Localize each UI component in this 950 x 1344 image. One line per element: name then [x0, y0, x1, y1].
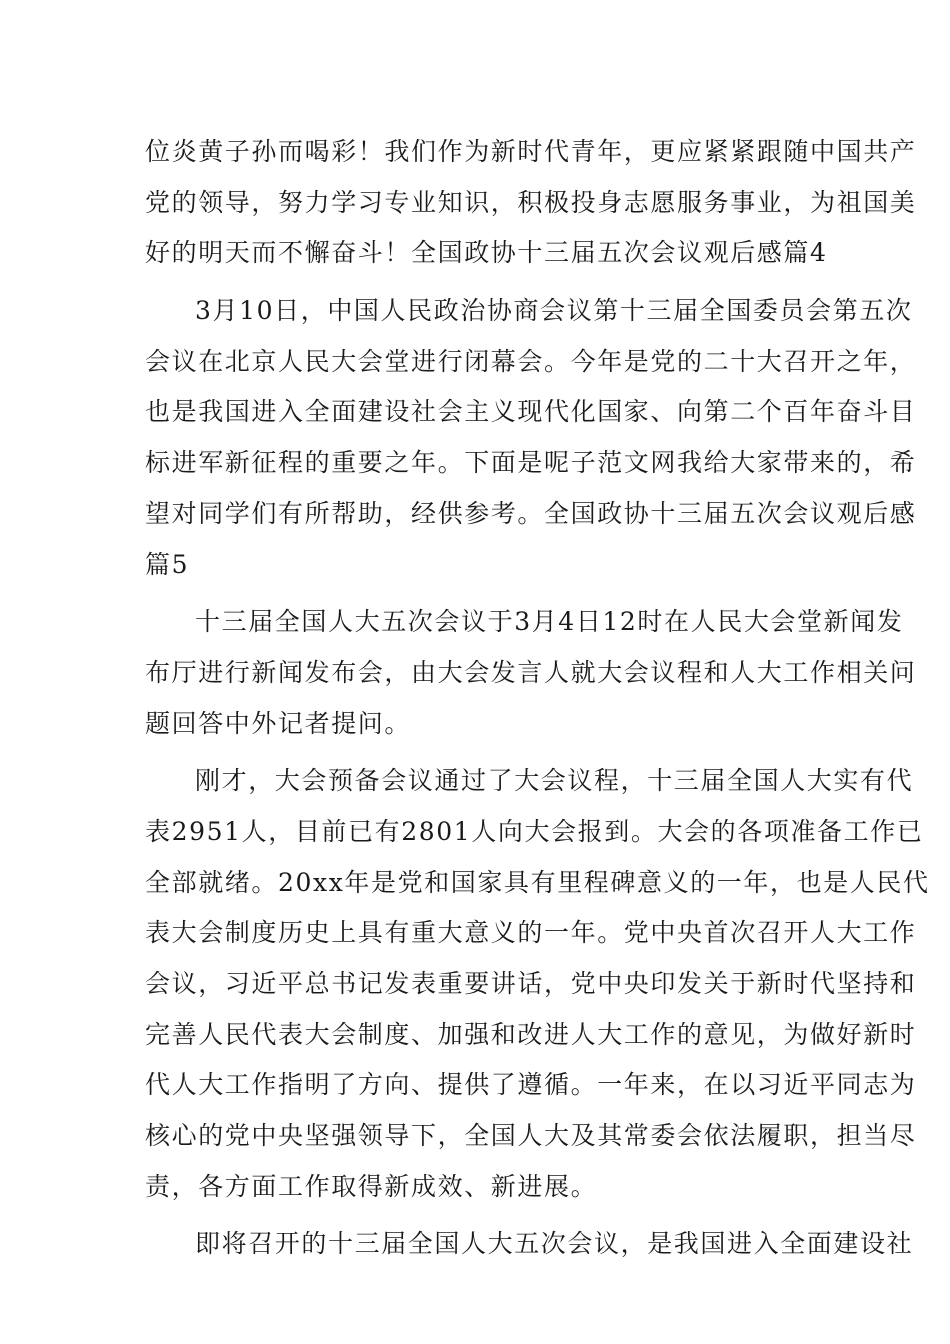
text-line: 表2951人，目前已有2801人向大会报到。大会的各项准备工作已 [145, 816, 924, 846]
paragraph [145, 1219, 914, 1270]
text-line: 篇5 [145, 549, 190, 579]
text-line: 题回答中外记者提问。 [145, 708, 412, 738]
text-line: 位炎黄子孙而喝彩！我们作为新时代青年，更应紧紧跟随中国共产 [145, 137, 917, 166]
text-line: 刚才，大会预备会议通过了大会议程，十三届全国人大实有代 [195, 766, 914, 796]
paragraph [145, 286, 917, 590]
text-line: 完善人民代表大会制度、加强和改进人大工作的意见，为做好新时 [145, 1019, 917, 1049]
text-line: 即将召开的十三届全国人大五次会议，是我国进入全面建设社 [195, 1229, 914, 1259]
paragraph [145, 597, 917, 749]
text-line: 会议，习近平总书记发表重要讲话，党中央印发关于新时代坚持和 [145, 969, 917, 998]
text-line: 全部就绪。20xx年是党和国家具有里程碑意义的一年，也是人民代 [145, 867, 930, 897]
paragraph [145, 127, 917, 279]
text-line: 标进军新征程的重要之年。下面是呢子范文网我给大家带来的，希 [145, 448, 917, 478]
text-line: 表大会制度历史上具有重大意义的一年。党中央首次召开人大工作 [145, 918, 917, 948]
text-line: 十三届全国人大五次会议于3月4日12时在人民大会堂新闻发 [195, 607, 904, 637]
text-line: 布厅进行新闻发布会，由大会发言人就大会议程和人大工作相关问 [145, 657, 917, 687]
text-line: 党的领导，努力学习专业知识，积极投身志愿服务事业，为祖国美 [145, 187, 917, 217]
text-line: 好的明天而不懈奋斗！全国政协十三届五次会议观后感篇4 [145, 238, 828, 268]
text-line: 代人大工作指明了方向、提供了遵循。一年来，在以习近平同志为 [145, 1070, 917, 1100]
text-line: 责，各方面工作取得新成效、新进展。 [145, 1171, 598, 1201]
text-line: 核心的党中央坚强领导下，全国人大及其常委会依法履职，担当尽 [145, 1121, 917, 1151]
text-line: 望对同学们有所帮助，经供参考。全国政协十三届五次会议观后感 [145, 498, 917, 528]
document-body [145, 127, 930, 1270]
text-line: 也是我国进入全面建设社会主义现代化国家、向第二个百年奋斗目 [145, 397, 917, 427]
text-line: 3月10日，中国人民政治协商会议第十三届全国委员会第五次 [195, 296, 913, 326]
text-line: 会议在北京人民大会堂进行闭幕会。今年是党的二十大召开之年， [145, 346, 917, 376]
paragraph [145, 756, 930, 1212]
